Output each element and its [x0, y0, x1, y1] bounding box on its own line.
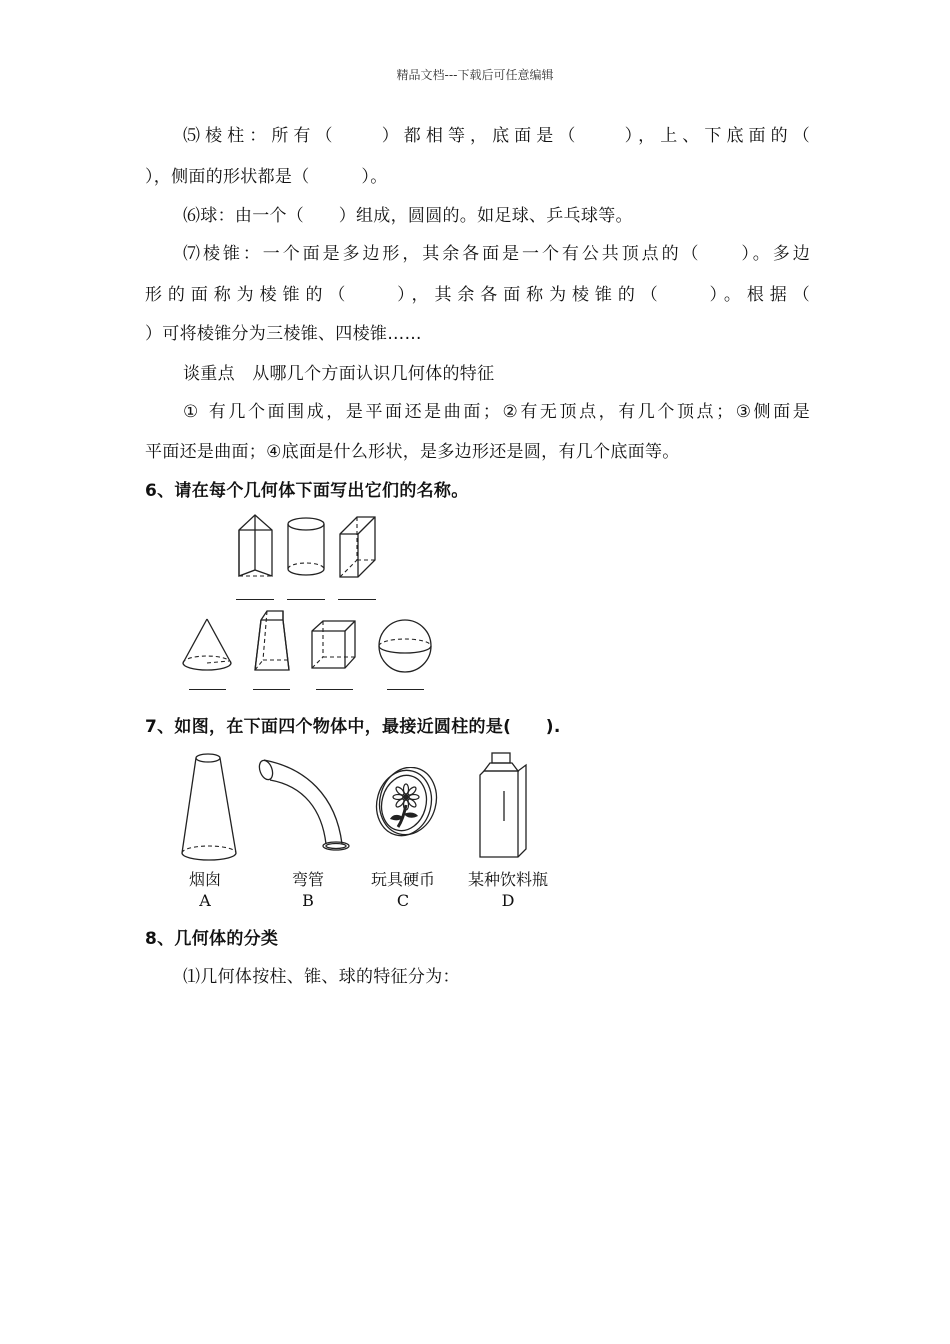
answer-blank — [189, 689, 226, 690]
text-line-key-point: 谈重点 从哪几个方面认识几何体的特征 — [183, 364, 495, 384]
answer-blank — [338, 599, 376, 600]
text-line-features: ① 有几个面围成，是平面还是曲面；②有无顶点，有几个顶点；③侧面是 — [183, 402, 810, 422]
bent-pipe-icon — [256, 756, 352, 856]
rectangular-prism-icon — [337, 514, 379, 580]
option-a-name: 烟囱 — [188, 870, 221, 889]
answer-blank — [316, 689, 353, 690]
text-line-prism-cont: ），侧面的形状都是（ ）。 — [145, 167, 388, 187]
cylinder-icon — [286, 516, 326, 578]
cube-icon — [309, 619, 359, 671]
answer-blank — [236, 599, 274, 600]
sphere-icon — [377, 618, 433, 674]
text-line-prism: ⑸棱柱：所有（ ）都相等，底面是（ ），上、下底面的（ — [183, 126, 810, 146]
question-7: 7、如图，在下面四个物体中，最接近圆柱的是( ). — [145, 717, 561, 737]
chimney-icon — [176, 752, 240, 864]
frustum-icon — [251, 608, 293, 674]
option-c-name: 玩具硬币 — [370, 870, 435, 889]
option-b-name: 弯管 — [291, 870, 324, 889]
answer-blank — [387, 689, 424, 690]
text-line-sphere: ⑹球：由一个（ ）组成，圆圆的。如足球、乒乓球等。 — [183, 206, 633, 226]
option-d-name: 某种饮料瓶 — [467, 870, 548, 889]
text-line-pyramid-cont: 形的面称为棱锥的（ ），其余各面称为棱锥的（ ）。根据（ — [145, 285, 810, 305]
question-6: 6、请在每个几何体下面写出它们的名称。 — [145, 481, 469, 501]
cone-icon — [181, 617, 233, 673]
text-line-pyramid-end: ）可将棱锥分为三棱锥、四棱锥…… — [145, 324, 422, 344]
option-b-letter: B — [302, 891, 314, 910]
option-a-letter: A — [199, 891, 211, 910]
text-line-pyramid: ⑺棱锥：一个面是多边形，其余各面是一个有公共顶点的（ ）。多边 — [183, 244, 810, 264]
page-header: 精品文档---下载后可任意编辑 — [396, 68, 554, 82]
option-d-letter: D — [501, 891, 515, 910]
question-8: 8、几何体的分类 — [145, 929, 279, 949]
answer-blank — [287, 599, 325, 600]
triangular-prism-icon — [233, 513, 278, 581]
question-8-sub: ⑴几何体按柱、锥、球的特征分为： — [183, 967, 460, 987]
toy-coin-icon — [372, 767, 438, 839]
text-line-features-cont: 平面还是曲面；④底面是什么形状，是多边形还是圆，有几个底面等。 — [145, 442, 680, 462]
drink-bottle-icon — [476, 751, 534, 863]
option-c-letter: C — [396, 891, 410, 910]
answer-blank — [253, 689, 290, 690]
